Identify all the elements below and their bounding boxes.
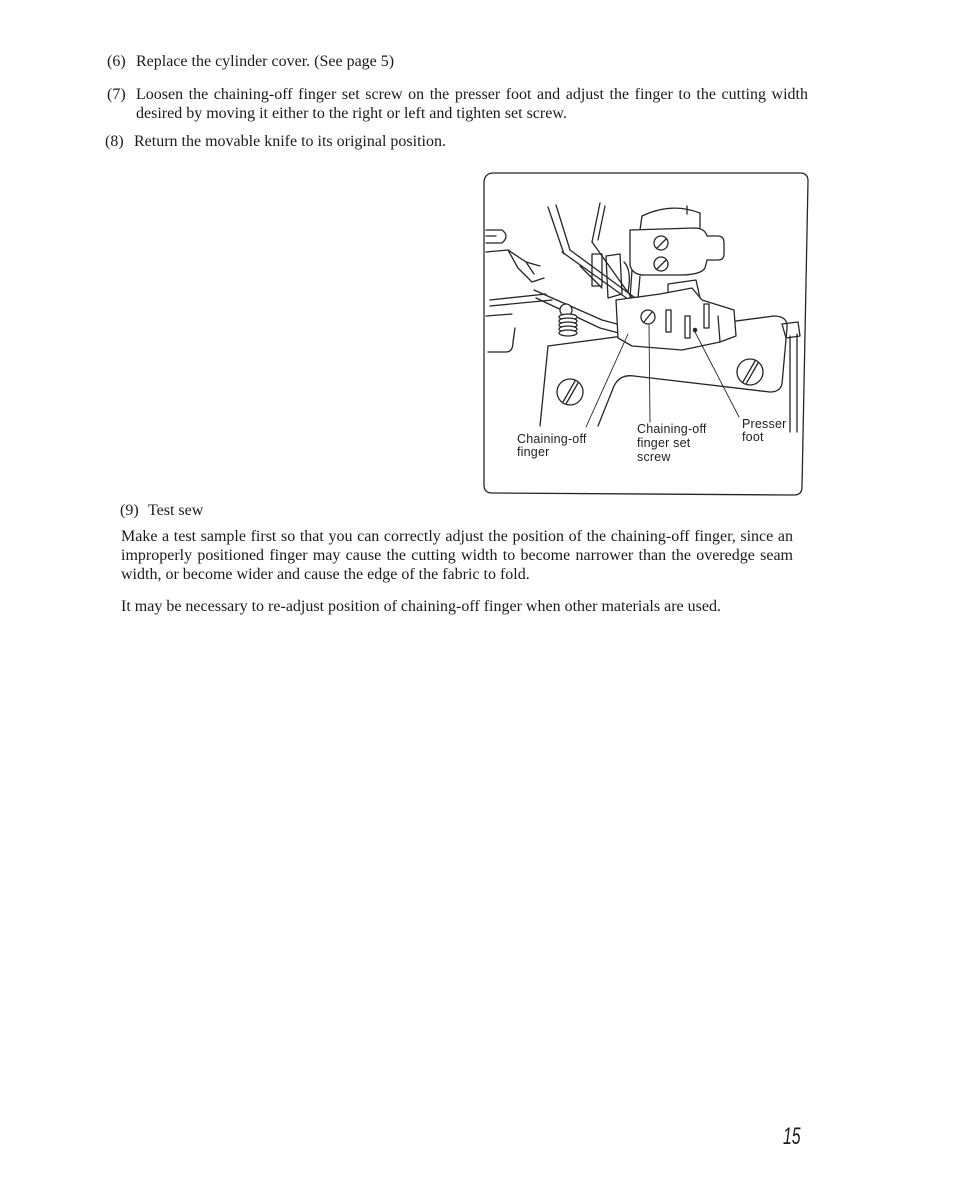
knife-blade bbox=[606, 254, 622, 298]
spring-coil bbox=[559, 330, 577, 336]
upper-shaft-side bbox=[640, 216, 642, 230]
paragraph-line: It may be necessary to re-adjust position of chaining-off finger when other materials are used. bbox=[121, 598, 721, 615]
step-text: Replace the cylinder cover. (See page 5) bbox=[136, 53, 395, 70]
left-mount bbox=[486, 230, 506, 243]
step-number: (9) bbox=[120, 502, 139, 519]
paragraph-line: improperly positioned finger may cause the cutting width to become narrower than the overedge seam bbox=[121, 547, 793, 564]
needle-bar-line bbox=[556, 205, 570, 250]
presser-foot-dot bbox=[693, 328, 696, 331]
plate-screw-icon bbox=[557, 379, 583, 405]
step-number: (8) bbox=[105, 133, 124, 150]
upper-shaft-arc bbox=[642, 208, 700, 216]
presser-foot-leader bbox=[695, 332, 739, 417]
needle-bar-line bbox=[548, 207, 564, 254]
upper-shaft bbox=[640, 206, 700, 230]
presser-foot-illustration bbox=[482, 170, 812, 500]
label-line: foot bbox=[742, 430, 764, 444]
step-text: desired by moving it either to the right or left and tighten set screw. bbox=[136, 105, 567, 122]
step-heading: Test sew bbox=[148, 502, 204, 519]
step-text: Loosen the chaining-off finger set screw on the presser foot and adjust the finger to the cutting width bbox=[136, 86, 808, 103]
label-line: finger bbox=[517, 445, 550, 459]
bent-bracket bbox=[488, 328, 515, 352]
tension-knob bbox=[630, 228, 724, 275]
label-chaining-off-finger-set-screw bbox=[637, 422, 710, 464]
step-number: (6) bbox=[107, 53, 126, 70]
finger-set-screw bbox=[641, 310, 655, 324]
knife-line bbox=[580, 266, 602, 288]
page-number: 15 bbox=[783, 1123, 801, 1150]
right-guide bbox=[782, 322, 800, 432]
step-text: Return the movable knife to its original position. bbox=[134, 133, 446, 150]
label-line: Chaining-off bbox=[517, 432, 587, 446]
foot-screw-spring bbox=[559, 304, 577, 336]
label-presser-foot bbox=[742, 417, 790, 444]
label-line: Chaining-off bbox=[637, 422, 707, 436]
tension-knob-body bbox=[630, 228, 724, 275]
label-chaining-off-finger bbox=[517, 432, 590, 459]
plate-screw-icon bbox=[737, 359, 763, 385]
label-line: screw bbox=[637, 450, 671, 464]
knife-assembly bbox=[562, 242, 638, 302]
shank-line bbox=[638, 276, 640, 298]
step-number: (7) bbox=[107, 86, 126, 103]
needle-bar bbox=[548, 203, 605, 254]
label-line: finger set bbox=[637, 436, 691, 450]
paragraph-line: Make a test sample first so that you can correctly adjust the position of the chaining-off finger, since an bbox=[121, 528, 793, 545]
left-arm-line bbox=[486, 314, 512, 316]
needle-bar-line bbox=[598, 206, 605, 240]
paragraph-line: width, or become wider and cause the edge of the fabric to fold. bbox=[121, 566, 530, 583]
needle-plate-edge bbox=[540, 346, 548, 426]
presser-foot bbox=[616, 280, 736, 350]
chaining-off-finger-leader bbox=[586, 334, 628, 427]
label-line: Presser bbox=[742, 417, 787, 431]
